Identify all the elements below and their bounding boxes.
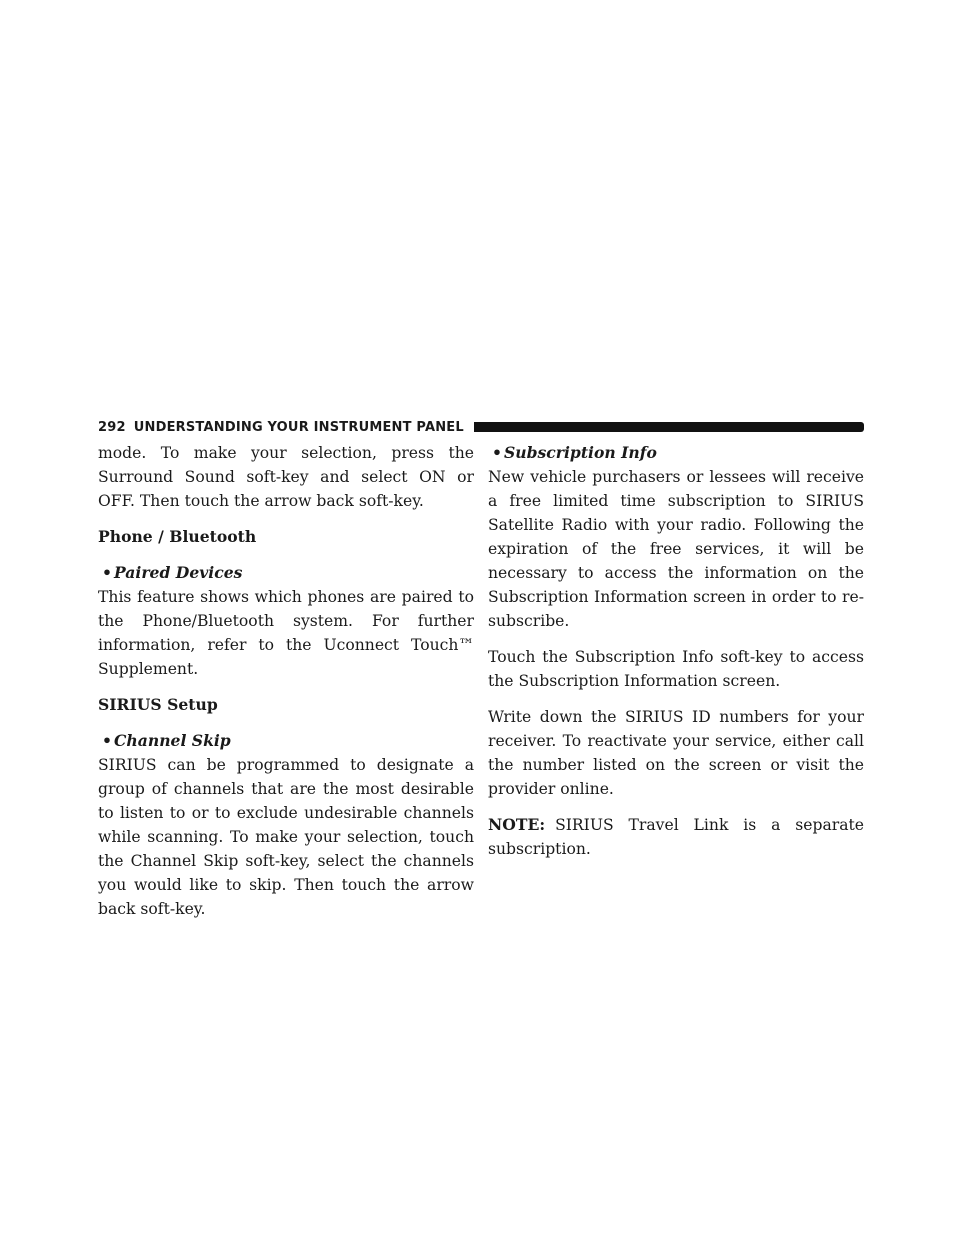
bullet-dot-icon: • xyxy=(492,443,502,462)
page-header xyxy=(98,417,864,437)
note-paragraph xyxy=(488,813,864,861)
intro-paragraph: mode. To make your selection, press the Surround Sound soft-key and select ON or OFF. Then touch the arrow back soft-key. xyxy=(98,444,474,510)
subscription-info-bullet xyxy=(488,441,864,465)
page-number: 292 xyxy=(98,419,126,435)
channel-skip-bullet xyxy=(98,729,474,753)
note-label: NOTE: xyxy=(488,815,546,834)
paired-devices-bullet xyxy=(98,561,474,585)
left-column xyxy=(98,441,474,933)
bullet-dot-icon: • xyxy=(102,731,112,750)
right-column xyxy=(488,441,864,873)
header-rule xyxy=(474,422,864,432)
sirius-setup-heading: SIRIUS Setup xyxy=(98,695,218,714)
subscription-paragraph: New vehicle purchasers or lessees will receive a free limited time subscription to SIRIUS Satellite Radio with your radio. Following the expiration of the free services, it will be necessary to access the information on the Subscription Information screen in order to re-subscribe. xyxy=(488,468,864,630)
paired-devices-label: Paired Devices xyxy=(114,563,243,582)
write-down-paragraph: Write down the SIRIUS ID numbers for your receiver. To reactivate your service, either call the number listed on the screen or visit the provider online. xyxy=(488,708,864,798)
channel-skip-label: Channel Skip xyxy=(114,731,231,750)
bullet-dot-icon: • xyxy=(102,563,112,582)
phone-bluetooth-heading: Phone / Bluetooth xyxy=(98,527,257,546)
channel-skip-paragraph: SIRIUS can be programmed to designate a group of channels that are the most desirable to listen to or to exclude undesirable channels while scanning. To make your selection, touch the Channel Skip soft-key, select the channels you would like to skip. Then touch the arrow back soft-key. xyxy=(98,756,474,918)
note-text: SIRIUS Travel Link is a separate subscription. xyxy=(488,816,864,858)
subscription-info-label: Subscription Info xyxy=(504,443,657,462)
paired-devices-paragraph: This feature shows which phones are paired to the Phone/Bluetooth system. For further information, refer to the Uconnect Touch™ Supplement. xyxy=(98,588,474,678)
section-title: UNDERSTANDING YOUR INSTRUMENT PANEL xyxy=(133,419,464,435)
subscription-access-paragraph: Touch the Subscription Info soft-key to access the Subscription Information screen. xyxy=(488,648,864,690)
